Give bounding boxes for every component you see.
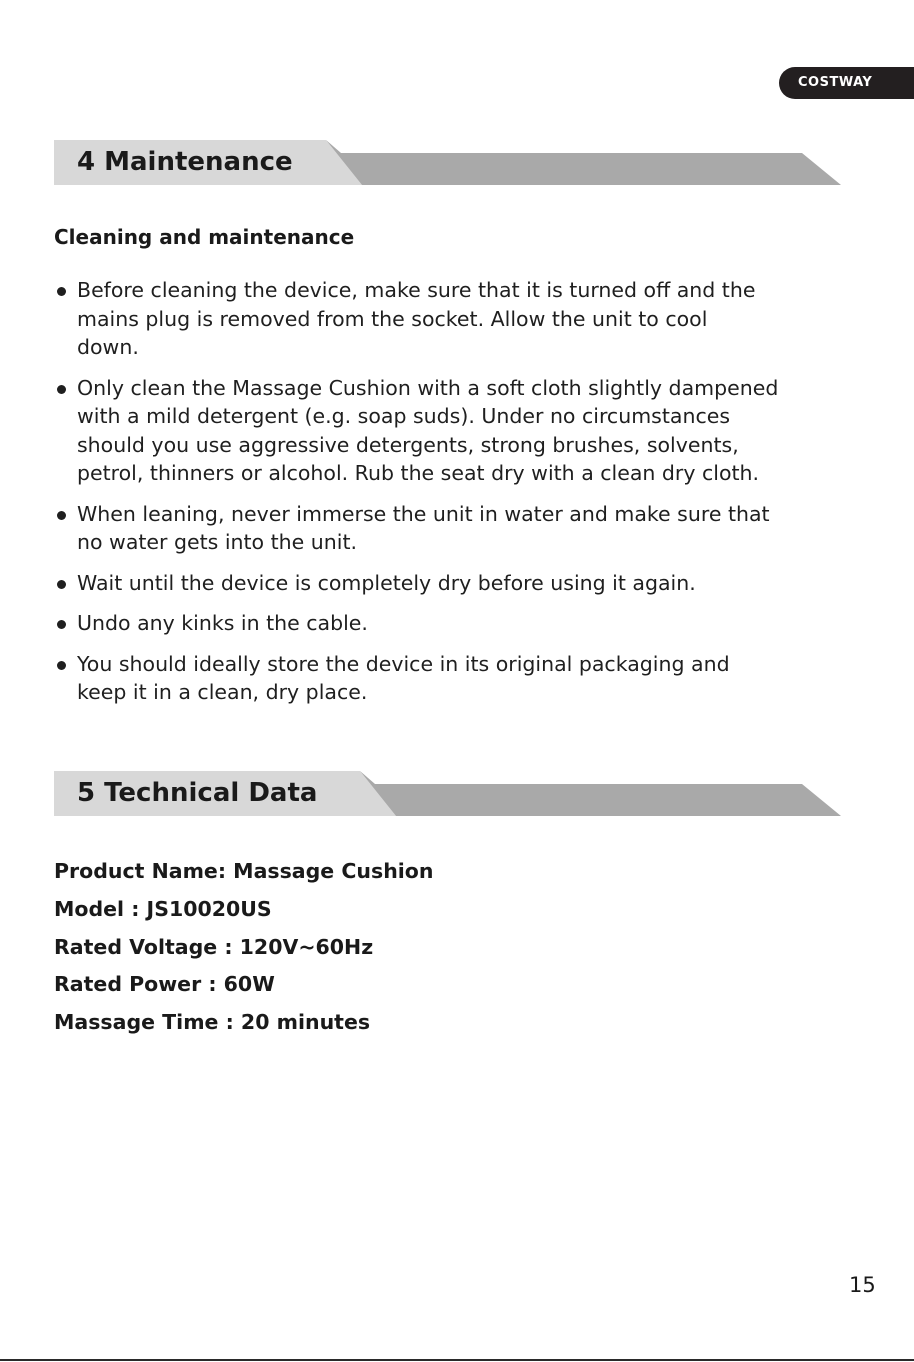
list-item-line: no water gets into the unit.	[77, 530, 358, 554]
technical-data-title: 5 Technical Data	[77, 778, 318, 808]
list-item	[54, 650, 854, 707]
costway-logo: COSTWAY	[779, 67, 914, 99]
list-item	[54, 374, 854, 488]
list-item-line: You should ideally store the device in its original packaging and	[77, 651, 730, 676]
list-item-line: When leaning, never immerse the unit in water and make sure that	[77, 501, 770, 526]
spec-model: Model : JS10020US	[54, 896, 272, 921]
list-item	[54, 500, 854, 557]
spec-massage-time: Massage Time : 20 minutes	[54, 1010, 371, 1035]
list-item-line: keep it in a clean, dry place.	[77, 680, 368, 704]
bottom-divider	[0, 1359, 914, 1361]
list-item-line: with a mild detergent (e.g. soap suds). Under no circumstances	[77, 404, 731, 428]
spec-rated-power: Rated Power : 60W	[54, 972, 275, 997]
bullet-icon	[57, 287, 66, 296]
maintenance-title: 4 Maintenance	[77, 147, 293, 177]
bullet-icon	[57, 511, 66, 520]
list-item	[54, 609, 854, 638]
page-number: 15	[849, 1273, 876, 1297]
maintenance-bullet-list	[54, 276, 854, 719]
list-item	[54, 276, 854, 362]
spec-rated-voltage: Rated Voltage : 120V~60Hz	[54, 934, 374, 959]
bullet-icon	[57, 620, 66, 629]
list-item-line: petrol, thinners or alcohol. Rub the seat dry with a clean dry cloth.	[77, 461, 760, 485]
bullet-icon	[57, 580, 66, 589]
list-item-line: Before cleaning the device, make sure that it is turned off and the	[77, 278, 756, 302]
list-item-line: Only clean the Massage Cushion with a soft cloth slightly dampened	[77, 375, 779, 400]
list-item-line: Undo any kinks in the cable.	[77, 611, 368, 635]
bullet-icon	[57, 385, 66, 394]
maintenance-section-header	[54, 140, 842, 185]
spec-product-name: Product Name: Massage Cushion	[54, 859, 434, 883]
technical-spec-list	[54, 853, 434, 1042]
technical-section-header	[54, 771, 842, 816]
list-item-line: mains plug is removed from the socket. Allow the unit to cool	[77, 306, 708, 331]
cleaning-subheading: Cleaning and maintenance	[54, 225, 355, 249]
bullet-icon	[57, 661, 66, 670]
list-item	[54, 569, 854, 598]
list-item-line: Wait until the device is completely dry before using it again.	[77, 570, 696, 595]
list-item-line: should you use aggressive detergents, strong brushes, solvents,	[77, 432, 739, 457]
list-item-line: down.	[77, 335, 139, 359]
